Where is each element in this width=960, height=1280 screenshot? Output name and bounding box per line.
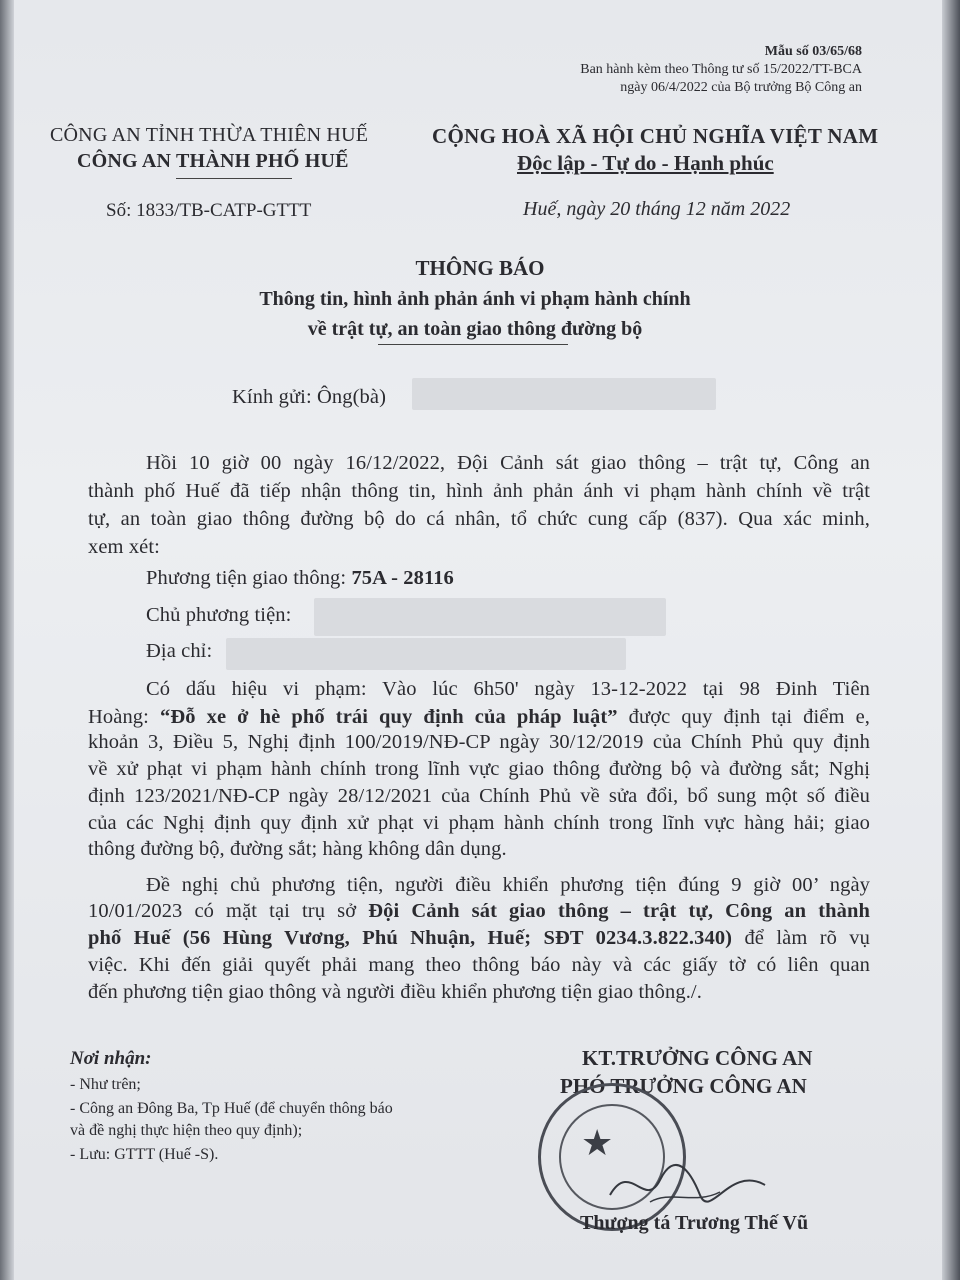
recipient-name-redacted xyxy=(412,378,716,410)
title-underline xyxy=(378,344,568,345)
address-redacted xyxy=(226,638,626,670)
address-label: Địa chỉ: xyxy=(146,640,213,662)
recipients-title: Nơi nhận: xyxy=(70,1048,152,1069)
request-address: phố Huế (56 Hùng Vương, Phú Nhuận, Huế; SĐT 0234.3.822.340) xyxy=(88,927,733,949)
national-title: CỘNG HOÀ XÃ HỘI CHỦ NGHĨA VIỆT NAM xyxy=(432,124,879,148)
request-line-3 xyxy=(88,927,870,950)
request-line-4: việc. Khi đến giải quyết phải mang theo thông báo này và các giấy tờ có liên quan xyxy=(88,954,870,976)
page-edge-left xyxy=(0,0,14,1280)
recipients-item-2: - Công an Đông Ba, Tp Huế (để chuyển thông báo xyxy=(70,1100,393,1117)
national-motto: Độc lập - Tự do - Hạnh phúc xyxy=(517,151,774,175)
signature-title-2: PHÓ TRƯỞNG CÔNG AN xyxy=(560,1074,807,1098)
violation-description: “Đỗ xe ở hè phố trái quy định của pháp luật” xyxy=(159,706,618,728)
owner-name-redacted xyxy=(314,598,666,636)
violation-line-2-post: được quy định tại điểm e, xyxy=(617,706,870,728)
violation-line-2-pre: Hoàng: xyxy=(88,706,160,728)
recipients-item-1: - Như trên; xyxy=(70,1076,141,1093)
violation-line-5: định 123/2021/NĐ-CP ngày 28/12/2021 của Chính Phủ về sửa đổi, bổ sung một số điều xyxy=(88,785,870,807)
signature-title-1: KT.TRƯỞNG CÔNG AN xyxy=(582,1046,813,1070)
document-subtitle-1: Thông tin, hình ảnh phản ánh vi phạm hành chính xyxy=(259,288,691,310)
page-edge-right xyxy=(942,0,960,1280)
request-line-2 xyxy=(88,900,870,923)
seal-star-icon: ★ xyxy=(581,1123,614,1163)
violation-line-2 xyxy=(88,706,870,729)
owner-label: Chủ phương tiện: xyxy=(146,604,292,626)
agency-parent: CÔNG AN TỈNH THỪA THIÊN HUẾ xyxy=(50,124,369,146)
document-number: Số: 1833/TB-CATP-GTTT xyxy=(106,200,312,221)
signer-name: Thượng tá Trương Thế Vũ xyxy=(580,1212,809,1234)
request-line-3-post: để làm rõ vụ xyxy=(732,927,870,949)
para1-line-4: xem xét: xyxy=(88,536,160,558)
agency-name: CÔNG AN THÀNH PHỐ HUẾ xyxy=(77,150,349,172)
request-line-2-pre: 10/01/2023 có mặt tại trụ sở xyxy=(88,900,369,922)
form-issued-date: ngày 06/4/2022 của Bộ trưởng Bộ Công an xyxy=(620,80,862,95)
violation-line-6: của các Nghị định quy định xử phạt vi phạm hành chính trong lĩnh vực hàng hải; giao xyxy=(88,812,870,834)
violation-line-1: Có dấu hiệu vi phạm: Vào lúc 6h50' ngày 13-12-2022 tại 98 Đinh Tiên xyxy=(146,678,870,700)
vehicle-label xyxy=(146,567,454,590)
recipients-item-4: - Lưu: GTTT (Huế -S). xyxy=(70,1146,219,1163)
request-line-1: Đề nghị chủ phương tiện, người điều khiển phương tiện đúng 9 giờ 00’ ngày xyxy=(146,874,870,896)
document-title: THÔNG BÁO xyxy=(415,256,545,280)
violation-line-4: về xử phạt vi phạm hành chính trong lĩnh vực giao thông đường bộ và đường sắt; Nghị xyxy=(88,758,870,780)
para1-line-3: tự, an toàn giao thông đường bộ do cá nhân, tổ chức cung cấp (837). Qua xác minh, xyxy=(88,508,870,530)
request-unit: Đội Cảnh sát giao thông – trật tự, Công an thành xyxy=(368,900,870,922)
document-subtitle-2: về trật tự, an toàn giao thông đường bộ xyxy=(307,318,643,340)
vehicle-label-text: Phương tiện giao thông: xyxy=(146,567,347,589)
form-issued-with: Ban hành kèm theo Thông tư số 15/2022/TT-BCA xyxy=(580,62,862,77)
form-number: Mẫu số 03/65/68 xyxy=(764,44,862,59)
para1-line-1: Hồi 10 giờ 00 ngày 16/12/2022, Đội Cảnh sát giao thông – trật tự, Công an xyxy=(146,452,870,474)
request-line-5: đến phương tiện giao thông và người điều khiển phương tiện giao thông./. xyxy=(88,981,702,1003)
place-date: Huế, ngày 20 tháng 12 năm 2022 xyxy=(523,198,791,220)
agency-underline xyxy=(176,178,292,179)
license-plate: 75A - 28116 xyxy=(351,567,454,589)
violation-line-3: khoản 3, Điều 5, Nghị định 100/2019/NĐ-CP ngày 30/12/2019 của Chính Phủ quy định xyxy=(88,731,870,753)
recipients-item-3: và đề nghị thực hiện theo quy định); xyxy=(70,1122,303,1139)
violation-line-7: thông đường bộ, đường sắt; hàng không dân dụng. xyxy=(88,838,507,860)
handwritten-signature xyxy=(600,1150,780,1220)
recipient-label: Kính gửi: Ông(bà) xyxy=(232,386,387,408)
para1-line-2: thành phố Huế đã tiếp nhận thông tin, hình ảnh phản ánh vi phạm hành chính về trật xyxy=(88,480,870,502)
